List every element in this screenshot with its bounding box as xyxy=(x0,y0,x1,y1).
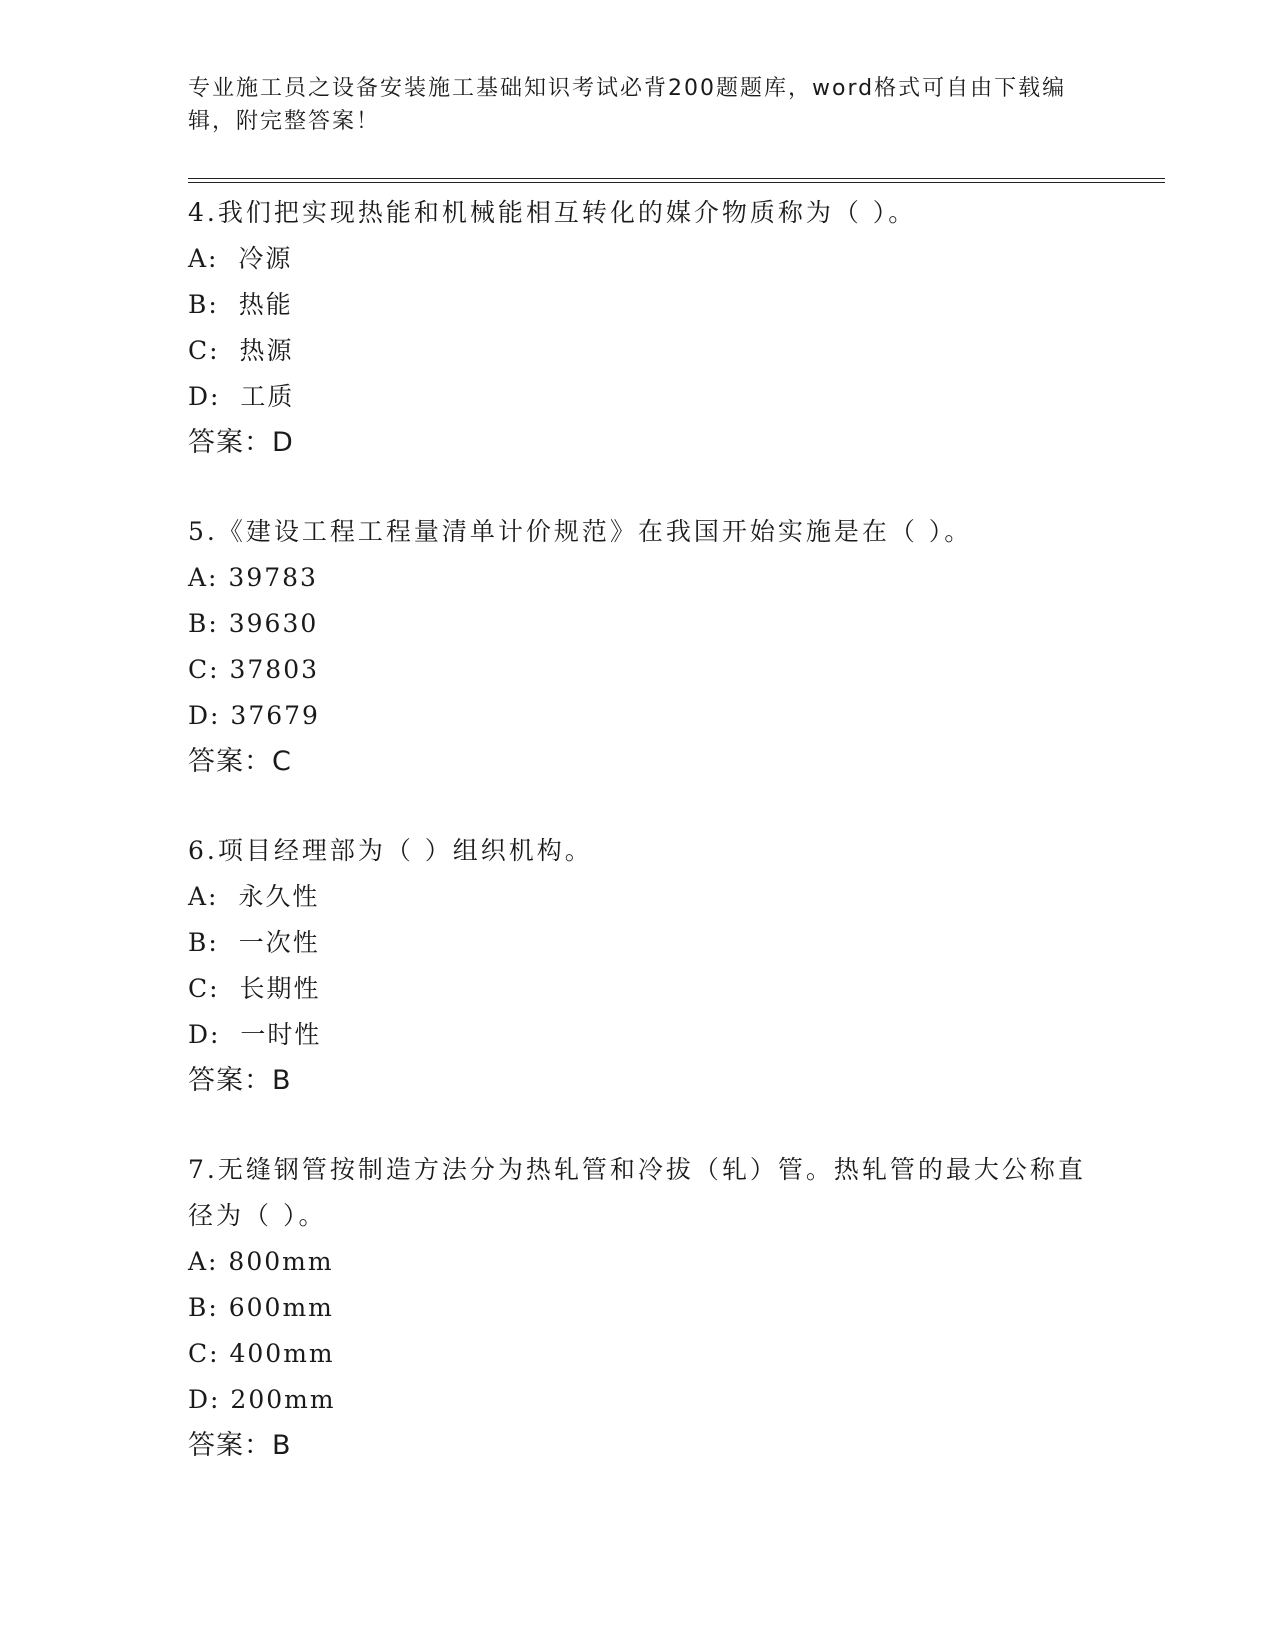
option-a: A: 39783 xyxy=(188,563,318,592)
option-d: D: 37679 xyxy=(188,701,320,730)
option-a: A: 800mm xyxy=(188,1247,334,1276)
question-stem: 6.项目经理部为（ ）组织机构。 xyxy=(188,836,593,865)
question-stem: 4.我们把实现热能和机械能相互转化的媒介物质称为（ ）。 xyxy=(188,198,917,227)
option-d: D: 200mm xyxy=(188,1385,336,1414)
question-6 xyxy=(188,828,1088,1104)
question-list xyxy=(188,190,1088,1469)
option-b: B: 600mm xyxy=(188,1293,334,1322)
header-divider xyxy=(188,178,1165,183)
answer: 答案：B xyxy=(188,1430,292,1461)
question-stem: 5.《建设工程工程量清单计价规范》在我国开始实施是在（ ）。 xyxy=(188,517,973,546)
option-b: B: 一次性 xyxy=(188,928,320,957)
answer: 答案：C xyxy=(188,746,292,777)
option-b: B: 热能 xyxy=(188,290,293,319)
option-c: C: 热源 xyxy=(188,336,294,365)
question-stem: 7.无缝钢管按制造方法分为热轧管和冷拔（轧）管。热轧管的最大公称直径为（ ）。 xyxy=(188,1155,1086,1230)
option-a: A: 冷源 xyxy=(188,244,293,273)
question-7 xyxy=(188,1147,1088,1469)
answer: 答案：D xyxy=(188,427,294,458)
option-c: C: 400mm xyxy=(188,1339,335,1368)
option-b: B: 39630 xyxy=(188,609,319,638)
document-header: 专业施工员之设备安装施工基础知识考试必背200题题库，word格式可自由下载编辑，附完整答案！ xyxy=(188,76,1067,134)
option-d: D: 工质 xyxy=(188,382,295,411)
option-c: C: 长期性 xyxy=(188,974,321,1003)
question-5 xyxy=(188,509,1088,785)
option-a: A: 永久性 xyxy=(188,882,320,911)
option-d: D: 一时性 xyxy=(188,1020,322,1049)
answer: 答案：B xyxy=(188,1065,292,1096)
question-4 xyxy=(188,190,1088,466)
option-c: C: 37803 xyxy=(188,655,320,684)
